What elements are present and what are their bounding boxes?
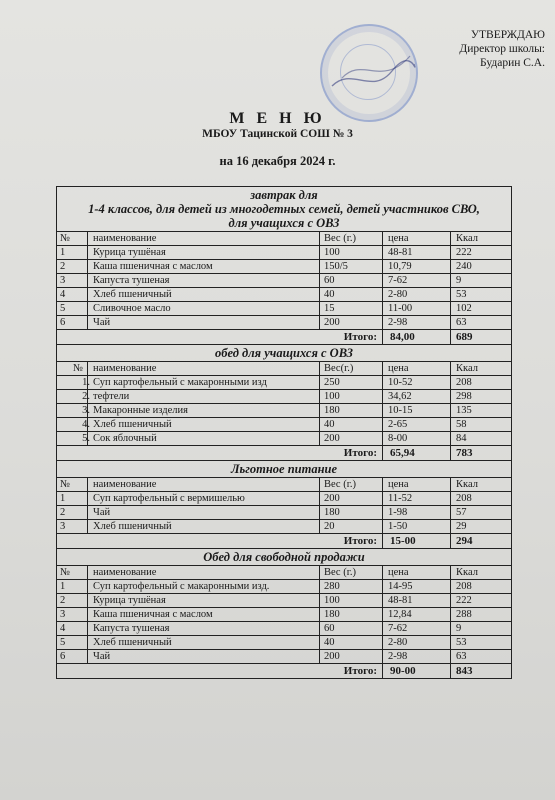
cell-name: тефтели — [93, 391, 130, 402]
section-total-row — [57, 534, 511, 549]
cell-weight: 60 — [324, 275, 335, 286]
table-row — [57, 404, 511, 418]
col-header-kcal: Ккал — [456, 233, 478, 244]
cell-num: 2. — [82, 391, 90, 402]
total-label: Итого: — [343, 535, 377, 547]
table-header-row — [57, 362, 511, 376]
cell-weight: 20 — [324, 521, 335, 532]
cell-num: 4. — [82, 419, 90, 430]
cell-weight: 250 — [324, 377, 340, 388]
cell-kcal: 63 — [456, 317, 467, 328]
table-row — [57, 580, 511, 594]
cell-price: 34,62 — [388, 391, 412, 402]
col-header-price: цена — [388, 363, 409, 374]
total-kcal: 843 — [456, 665, 473, 677]
cell-weight: 60 — [324, 623, 335, 634]
approval-signer: Бударин С.А. — [480, 57, 545, 69]
cell-name: Сливочное масло — [93, 303, 171, 314]
menu-date: на 16 декабря 2024 г. — [219, 154, 336, 168]
col-header-name: наименование — [93, 363, 157, 374]
cell-price: 10,79 — [388, 261, 412, 272]
cell-num: 3 — [60, 275, 66, 286]
table-row — [57, 316, 511, 330]
cell-name: Курица тушёная — [93, 595, 166, 606]
cell-name: Сок яблочный — [93, 433, 157, 444]
cell-weight: 180 — [324, 405, 340, 416]
col-header-name: наименование — [93, 567, 157, 578]
section-total-row — [57, 664, 511, 678]
cell-name: Каша пшеничная с маслом — [93, 261, 213, 272]
table-row — [57, 390, 511, 404]
col-header-weight: Вес (г.) — [324, 233, 356, 244]
cell-kcal: 84 — [456, 433, 467, 444]
cell-weight: 180 — [324, 609, 340, 620]
cell-kcal: 222 — [456, 247, 472, 258]
table-row — [57, 506, 511, 520]
total-label: Итого: — [343, 447, 377, 459]
cell-price: 48-81 — [388, 247, 413, 258]
cell-kcal: 63 — [456, 651, 467, 662]
col-header-num: № — [60, 567, 71, 578]
cell-kcal: 298 — [456, 391, 472, 402]
total-kcal: 783 — [456, 447, 473, 459]
cell-price: 2-80 — [388, 289, 408, 300]
cell-price: 11-00 — [388, 303, 413, 314]
cell-price: 14-95 — [388, 581, 413, 592]
cell-num: 2 — [60, 507, 66, 518]
cell-kcal: 53 — [456, 637, 467, 648]
cell-price: 11-52 — [388, 493, 413, 504]
cell-name: Чай — [93, 651, 111, 662]
col-header-kcal: Ккал — [456, 567, 478, 578]
section-title-breakfast — [57, 187, 511, 232]
table-row — [57, 594, 511, 608]
cell-name: Суп картофельный с макаронными изд. — [93, 581, 270, 592]
table-row — [57, 492, 511, 506]
cell-kcal: 240 — [456, 261, 472, 272]
section-title-lunch-ovz — [57, 345, 511, 362]
col-header-kcal: Ккал — [456, 363, 478, 374]
cell-kcal: 222 — [456, 595, 472, 606]
table-header-row — [57, 478, 511, 492]
cell-price: 7-62 — [388, 623, 408, 634]
table-row — [57, 376, 511, 390]
cell-weight: 200 — [324, 651, 340, 662]
total-price: 90-00 — [390, 665, 416, 677]
cell-weight: 15 — [324, 303, 335, 314]
cell-num: 5 — [60, 637, 66, 648]
total-price: 15-00 — [390, 535, 416, 547]
col-header-num: № — [60, 479, 71, 490]
cell-weight: 200 — [324, 493, 340, 504]
section-title-line: Льготное питание — [230, 462, 338, 476]
cell-kcal: 29 — [456, 521, 467, 532]
cell-num: 2 — [60, 261, 66, 272]
col-header-name: наименование — [93, 233, 157, 244]
cell-weight: 40 — [324, 289, 335, 300]
cell-name: Суп картофельный с вермишелью — [93, 493, 245, 504]
cell-weight: 100 — [324, 391, 340, 402]
cell-kcal: 102 — [456, 303, 472, 314]
table-row — [57, 260, 511, 274]
cell-price: 8-00 — [388, 433, 408, 444]
table-row — [57, 520, 511, 534]
col-header-weight: Вес (г.) — [324, 567, 356, 578]
approval-block — [459, 28, 545, 70]
cell-num: 3 — [60, 609, 66, 620]
total-kcal: 689 — [456, 331, 473, 343]
cell-num: 2 — [60, 595, 66, 606]
table-row — [57, 636, 511, 650]
school-seal-stamp — [320, 24, 418, 122]
cell-name: Хлеб пшеничный — [93, 419, 172, 430]
table-row — [57, 650, 511, 664]
section-title-line: Обед для свободной продажи — [203, 550, 365, 564]
cell-price: 12,84 — [388, 609, 412, 620]
col-header-price: цена — [388, 233, 409, 244]
total-label: Итого: — [343, 665, 377, 677]
cell-kcal: 57 — [456, 507, 467, 518]
cell-kcal: 9 — [456, 623, 462, 634]
cell-price: 2-98 — [388, 317, 408, 328]
cell-price: 7-62 — [388, 275, 408, 286]
cell-kcal: 58 — [456, 419, 467, 430]
menu-table — [56, 186, 512, 679]
section-total-row — [57, 446, 511, 461]
cell-num: 3. — [82, 405, 90, 416]
cell-kcal: 9 — [456, 275, 462, 286]
cell-weight: 40 — [324, 419, 335, 430]
cell-kcal: 135 — [456, 405, 472, 416]
cell-weight: 280 — [324, 581, 340, 592]
section-total-row — [57, 330, 511, 345]
cell-name: Каша пшеничная с маслом — [93, 609, 213, 620]
total-price: 84,00 — [390, 331, 415, 343]
cell-price: 1-98 — [388, 507, 408, 518]
col-header-price: цена — [388, 567, 409, 578]
col-header-kcal: Ккал — [456, 479, 478, 490]
cell-num: 6 — [60, 651, 66, 662]
cell-price: 2-65 — [388, 419, 408, 430]
table-row — [57, 418, 511, 432]
header — [0, 110, 555, 169]
col-header-num: № — [73, 363, 84, 374]
cell-num: 4 — [60, 623, 66, 634]
cell-kcal: 208 — [456, 493, 472, 504]
section-title-line: 1-4 классов, для детей из многодетных семей, детей участников СВО, — [88, 202, 480, 216]
cell-name: Капуста тушеная — [93, 623, 170, 634]
table-row — [57, 246, 511, 260]
cell-num: 1 — [60, 493, 66, 504]
cell-num: 1. — [82, 377, 90, 388]
table-row — [57, 432, 511, 446]
cell-name: Суп картофельный с макаронными изд — [93, 377, 267, 388]
page-title: М Е Н Ю — [229, 110, 326, 127]
cell-name: Хлеб пшеничный — [93, 289, 172, 300]
cell-kcal: 208 — [456, 377, 472, 388]
table-row — [57, 608, 511, 622]
cell-num: 4 — [60, 289, 66, 300]
table-row — [57, 288, 511, 302]
cell-kcal: 208 — [456, 581, 472, 592]
cell-weight: 200 — [324, 317, 340, 328]
cell-weight: 100 — [324, 247, 340, 258]
cell-name: Хлеб пшеничный — [93, 637, 172, 648]
cell-price: 2-98 — [388, 651, 408, 662]
approval-position: Директор школы: — [459, 43, 545, 55]
cell-name: Чай — [93, 317, 111, 328]
cell-name: Чай — [93, 507, 111, 518]
cell-price: 10-15 — [388, 405, 413, 416]
cell-price: 48-81 — [388, 595, 413, 606]
cell-num: 5 — [60, 303, 66, 314]
col-header-num: № — [60, 233, 71, 244]
cell-num: 3 — [60, 521, 66, 532]
col-header-weight: Вес(г.) — [324, 363, 354, 374]
table-row — [57, 622, 511, 636]
cell-weight: 180 — [324, 507, 340, 518]
col-header-price: цена — [388, 479, 409, 490]
table-row — [57, 274, 511, 288]
school-name: МБОУ Тацинской СОШ № 3 — [202, 128, 353, 140]
cell-weight: 100 — [324, 595, 340, 606]
table-row — [57, 302, 511, 316]
section-title-line: обед для учащихся с ОВЗ — [215, 346, 353, 360]
cell-name: Курица тушёная — [93, 247, 166, 258]
cell-weight: 40 — [324, 637, 335, 648]
cell-num: 1 — [60, 247, 66, 258]
table-header-row — [57, 566, 511, 580]
total-kcal: 294 — [456, 535, 473, 547]
cell-kcal: 53 — [456, 289, 467, 300]
cell-weight: 200 — [324, 433, 340, 444]
total-price: 65,94 — [390, 447, 415, 459]
cell-weight: 150/5 — [324, 261, 348, 272]
section-title-line: завтрак для — [250, 188, 318, 202]
cell-name: Капуста тушеная — [93, 275, 170, 286]
cell-price: 1-50 — [388, 521, 408, 532]
cell-num: 1 — [60, 581, 66, 592]
cell-price: 10-52 — [388, 377, 413, 388]
section-title-free-sale — [57, 549, 511, 566]
section-title-subsidized — [57, 461, 511, 478]
cell-price: 2-80 — [388, 637, 408, 648]
cell-num: 6 — [60, 317, 66, 328]
col-header-name: наименование — [93, 479, 157, 490]
cell-name: Макаронные изделия — [93, 405, 188, 416]
col-header-weight: Вес (г.) — [324, 479, 356, 490]
table-header-row — [57, 232, 511, 246]
cell-name: Хлеб пшеничный — [93, 521, 172, 532]
cell-num: 5. — [82, 433, 90, 444]
total-label: Итого: — [343, 331, 377, 343]
approval-heading: УТВЕРЖДАЮ — [470, 29, 545, 41]
section-title-line: для учащихся с ОВЗ — [228, 216, 340, 230]
cell-kcal: 288 — [456, 609, 472, 620]
